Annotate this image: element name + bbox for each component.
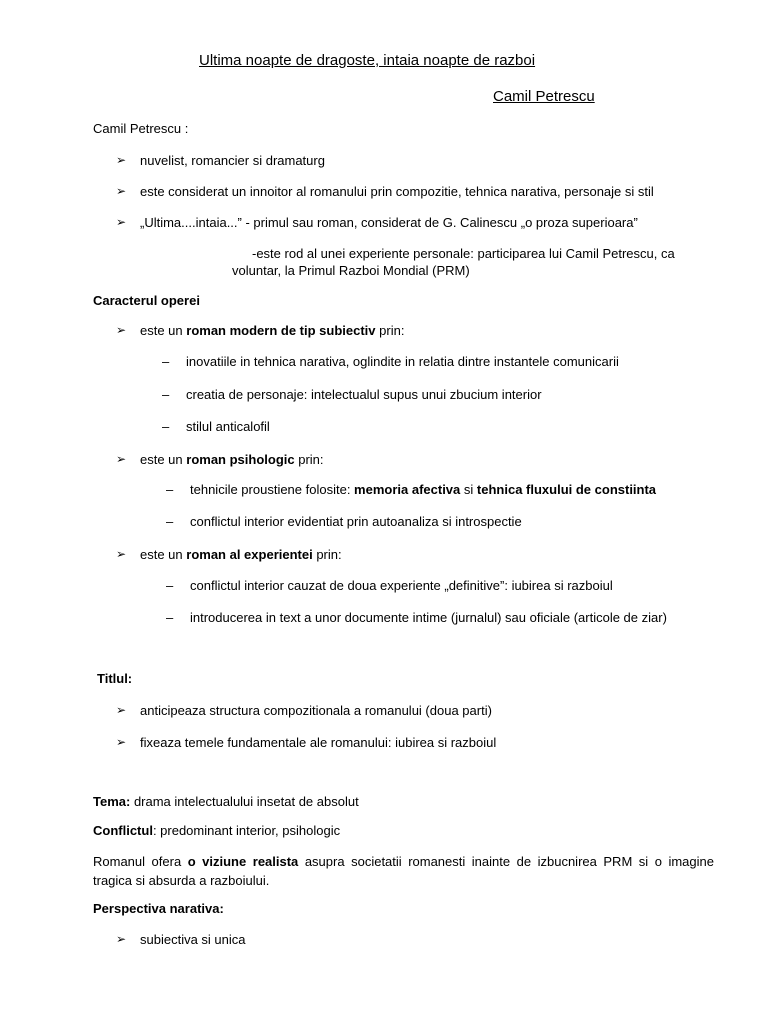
dash-bullet: – xyxy=(166,482,174,497)
list-item xyxy=(116,734,126,749)
document-title: Ultima noapte de dragoste, intaia noapte de razboi xyxy=(199,52,536,69)
list-item xyxy=(116,931,126,946)
intro-item-2: este considerat un innoitor al romanului prin compozitie, tehnica narativa, personaje si stil xyxy=(140,184,654,199)
dash-bullet: – xyxy=(162,419,170,434)
titlul-item-2: fixeaza temele fundamentale ale romanului: iubirea si razboiul xyxy=(140,735,497,750)
experienta-sub-2: introducerea in text a unor documente intime (jurnalul) sau oficiale (articole de ziar) xyxy=(190,610,667,625)
intro-heading: Camil Petrescu : xyxy=(93,121,189,136)
list-item xyxy=(116,702,126,717)
arrowhead-bullet-icon: ➢ xyxy=(116,215,127,229)
list-item xyxy=(116,152,126,167)
tema-line: Tema: drama intelectualului insetat de absolut xyxy=(93,794,359,809)
arrowhead-bullet-icon: ➢ xyxy=(116,184,127,198)
list-item xyxy=(116,183,126,198)
caracter-heading: Caracterul operei xyxy=(93,293,200,308)
author-name: Camil Petrescu xyxy=(493,88,595,105)
arrowhead-bullet-icon: ➢ xyxy=(116,703,127,717)
titlul-heading: Titlul: xyxy=(97,671,133,686)
experienta-sub-1: conflictul interior cauzat de doua experiente „definitive”: iubirea si razboiul xyxy=(190,578,613,593)
modern-sub-3: stilul anticalofil xyxy=(186,419,270,434)
titlul-item-1: anticipeaza structura compozitionala a romanului (doua parti) xyxy=(140,703,492,718)
conflict-line: Conflictul: predominant interior, psihologic xyxy=(93,823,341,838)
perspectiva-item-1: subiectiva si unica xyxy=(140,932,246,947)
dash-bullet: – xyxy=(162,354,170,369)
experienta-item: este un roman al experientei prin: xyxy=(140,547,342,562)
psihologic-sub-2: conflictul interior evidentiat prin autoanaliza si introspectie xyxy=(190,514,522,529)
modern-item: este un roman modern de tip subiectiv prin: xyxy=(140,323,405,338)
dash-bullet: – xyxy=(166,610,174,625)
perspectiva-heading: Perspectiva narativa: xyxy=(93,901,224,916)
intro-item-3: „Ultima....intaia...” - primul sau roman, considerat de G. Calinescu „o proza superioara” xyxy=(140,215,638,230)
psihologic-sub-1: tehnicile proustiene folosite: memoria afectiva si tehnica fluxului de constiinta xyxy=(190,482,657,497)
arrowhead-bullet-icon: ➢ xyxy=(116,735,127,749)
list-item xyxy=(116,214,126,229)
arrowhead-bullet-icon: ➢ xyxy=(116,153,127,167)
arrowhead-bullet-icon: ➢ xyxy=(116,932,127,946)
arrowhead-bullet-icon: ➢ xyxy=(116,323,127,337)
dash-bullet: – xyxy=(166,514,174,529)
arrowhead-bullet-icon: ➢ xyxy=(116,547,127,561)
arrowhead-bullet-icon: ➢ xyxy=(116,452,127,466)
psihologic-item: este un roman psihologic prin: xyxy=(140,452,324,467)
list-item xyxy=(116,322,126,337)
list-item xyxy=(116,546,126,561)
list-item xyxy=(116,451,126,466)
dash-bullet: – xyxy=(162,387,170,402)
intro-note-line2: voluntar, la Primul Razboi Mondial (PRM) xyxy=(232,263,470,278)
intro-note-line1: -este rod al unei experiente personale: participarea lui Camil Petrescu, ca xyxy=(252,246,675,261)
modern-sub-1: inovatiile in tehnica narativa, oglindite in relatia dintre instantele comunicarii xyxy=(186,354,619,369)
modern-sub-2: creatia de personaje: intelectualul supus unui zbucium interior xyxy=(186,387,542,402)
dash-bullet: – xyxy=(166,578,174,593)
viziune-paragraph: Romanul ofera o viziune realista asupra societatii romanesti inainte de izbucnirea PRM si o imagine tragica si absurda a razboiului. xyxy=(93,854,714,888)
intro-item-1: nuvelist, romancier si dramaturg xyxy=(140,153,325,168)
